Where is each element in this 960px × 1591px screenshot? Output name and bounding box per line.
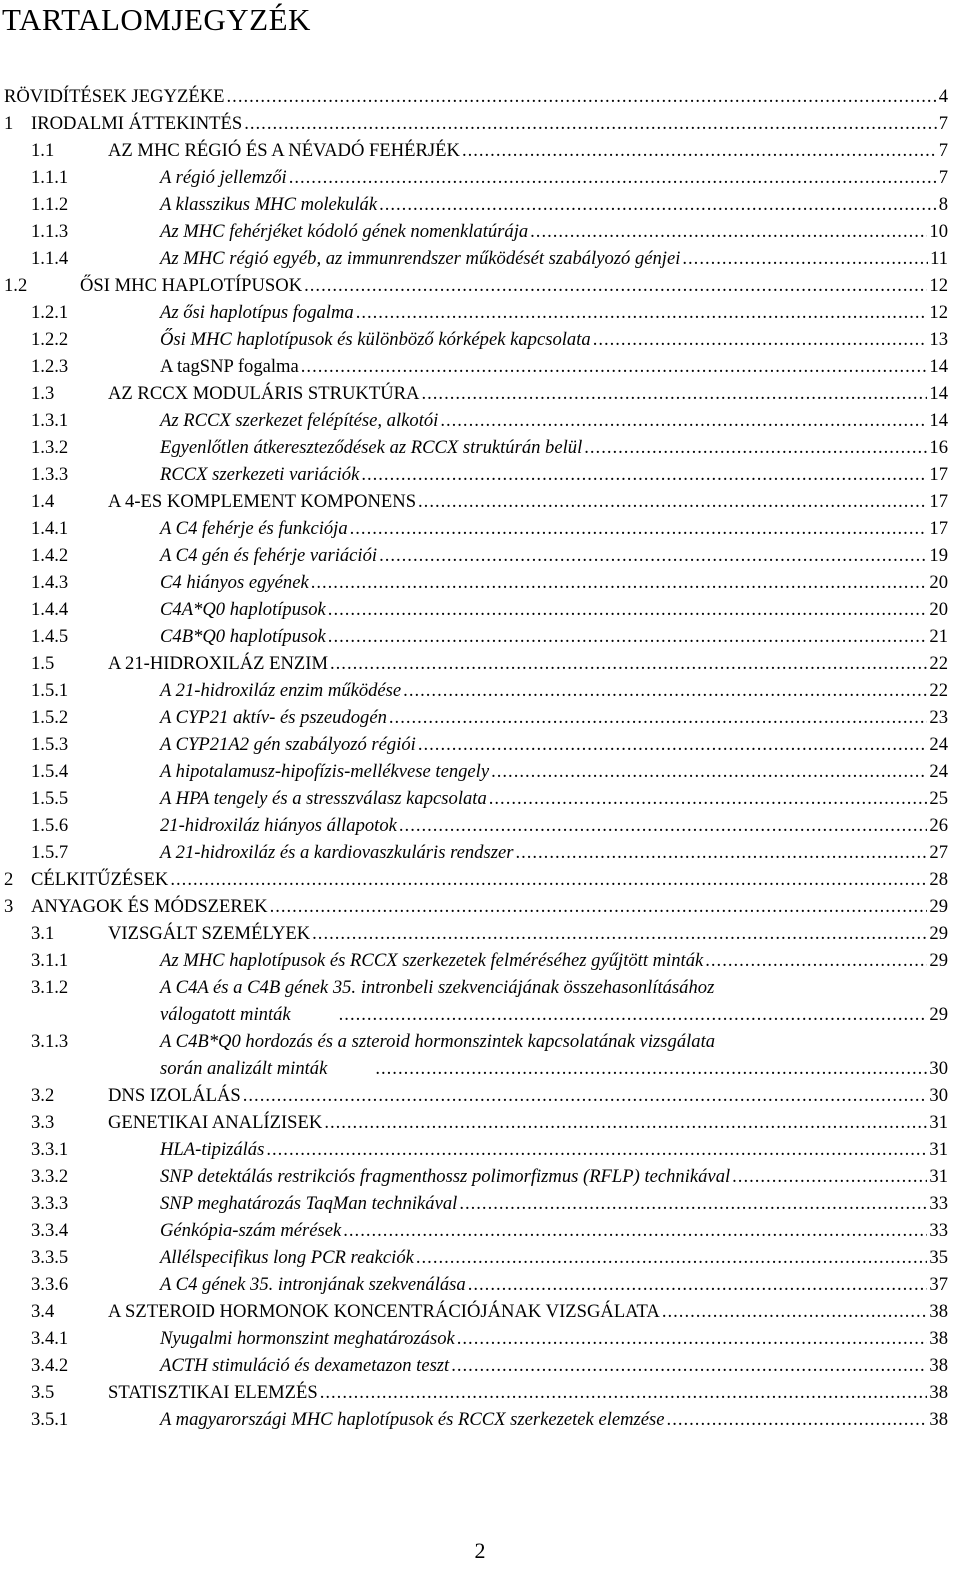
dot-leader	[418, 731, 928, 758]
toc-entry-title: A hipotalamusz-hipofízis-mellékvese tengely	[160, 761, 490, 782]
dot-leader	[270, 893, 928, 920]
toc-entry-title: Ősi MHC haplotípusok és különböző kórképek kapcsolata	[160, 329, 591, 350]
toc-entry-number: 1.3.2	[31, 437, 69, 458]
dot-leader	[170, 866, 927, 893]
dot-leader	[361, 461, 927, 488]
toc-entry-page: 13	[929, 329, 948, 350]
toc-entry-title: A CYP21A2 gén szabályozó régiói	[160, 734, 416, 755]
toc-entry[interactable]	[0, 461, 948, 488]
toc-entry[interactable]	[0, 785, 948, 812]
toc-entry-title: RÖVIDÍTÉSEK JEGYZÉKE	[4, 86, 225, 107]
toc-entry-page: 31	[929, 1139, 948, 1160]
toc-entry-page: 25	[929, 788, 948, 809]
dot-leader	[418, 488, 927, 515]
toc-entry-page: 14	[929, 356, 948, 377]
toc-entry-number: 3.5	[31, 1382, 55, 1403]
toc-entry-page: 24	[929, 761, 948, 782]
toc-entry-title: A HPA tengely és a stresszválasz kapcsolata	[160, 788, 487, 809]
dot-leader	[320, 1379, 928, 1406]
dot-leader	[705, 947, 927, 974]
dot-leader	[489, 785, 928, 812]
toc-entry-title: C4B*Q0 haplotípusok	[160, 626, 326, 647]
toc-entry-number: 3.2	[31, 1085, 55, 1106]
toc-entry-page: 24	[929, 734, 948, 755]
toc-entry-page: 22	[929, 653, 948, 674]
toc-entry-page: 27	[929, 842, 948, 863]
toc-entry[interactable]	[0, 83, 948, 110]
dot-leader	[682, 245, 928, 272]
toc-entry-number: 1.5.6	[31, 815, 69, 836]
toc-entry[interactable]	[0, 677, 948, 704]
toc-entry-title: A C4A és a C4B gének 35. intronbeli szekvenciájának összehasonlításához	[160, 977, 715, 998]
toc-entry-page: 20	[929, 599, 948, 620]
toc-entry-number: 3.1.2	[31, 977, 69, 998]
toc-entry-number: 3.3.3	[31, 1193, 69, 1214]
toc-entry[interactable]	[0, 191, 948, 218]
dot-leader	[343, 1217, 927, 1244]
toc-entry-number: 1.1.4	[31, 248, 69, 269]
toc-entry-number: 3.1.1	[31, 950, 69, 971]
toc-entry-title: A 21-hidroxiláz és a kardiovaszkuláris rendszer	[160, 842, 514, 863]
toc-entry-page: 19	[929, 545, 948, 566]
toc-entry[interactable]	[0, 866, 948, 893]
toc-entry-number: 1.2.2	[31, 329, 69, 350]
toc-entry-title: Az MHC fehérjéket kódoló gének nomenklatúrája	[160, 221, 529, 242]
toc-entry[interactable]	[0, 1406, 948, 1433]
dot-leader	[667, 1406, 928, 1433]
toc-entry-number: 1.1.3	[31, 221, 69, 242]
toc-entry-page: 33	[929, 1193, 948, 1214]
dot-leader	[266, 1136, 927, 1163]
toc-entry-page: 38	[929, 1355, 948, 1376]
toc-entry-title: A 21-hidroxiláz enzim működése	[160, 680, 402, 701]
toc-entry-number: 3.3.4	[31, 1220, 69, 1241]
toc-entry-number: 3.3.1	[31, 1139, 69, 1160]
toc-entry[interactable]	[0, 731, 948, 758]
toc-entry-title: A C4B*Q0 hordozás és a szteroid hormonszintek kapcsolatának vizsgálata	[160, 1031, 716, 1052]
toc-entry-page: 14	[929, 410, 948, 431]
toc-entry[interactable]	[0, 1325, 948, 1352]
toc-entry-page: 38	[929, 1328, 948, 1349]
toc-entry-number: 1.3.1	[31, 410, 69, 431]
dot-leader	[227, 83, 937, 110]
toc-entry[interactable]	[0, 758, 948, 785]
toc-entry-title: Az RCCX szerkezet felépítése, alkotói	[160, 410, 439, 431]
dot-leader	[530, 218, 927, 245]
dot-leader	[301, 353, 928, 380]
dot-leader	[732, 1163, 927, 1190]
toc-entry-title: Nyugalmi hormonszint meghatározások	[160, 1328, 455, 1349]
toc-entry-title: AZ RCCX MODULÁRIS STRUKTÚRA	[108, 383, 420, 404]
dot-leader	[304, 272, 927, 299]
toc-entry-number: 1.5.7	[31, 842, 69, 863]
dot-leader	[389, 704, 928, 731]
dot-leader	[356, 299, 928, 326]
toc-entry-title: DNS IZOLÁLÁS	[108, 1085, 241, 1106]
toc-entry-page: 30	[929, 1085, 948, 1106]
toc-entry-number: 2	[4, 869, 14, 890]
toc-entry-number: 3.4.1	[31, 1328, 69, 1349]
dot-leader	[421, 380, 927, 407]
toc-entry-number: 3.3.2	[31, 1166, 69, 1187]
toc-entry-title: STATISZTIKAI ELEMZÉS	[108, 1382, 318, 1403]
toc-entry-page: 30	[929, 1058, 948, 1079]
toc-entry-number: 3.3.6	[31, 1274, 69, 1295]
toc-entry-number: 1.5.2	[31, 707, 69, 728]
toc-entry[interactable]	[0, 920, 948, 947]
toc-entry-page: 17	[929, 518, 948, 539]
toc-entry[interactable]	[0, 812, 948, 839]
toc-entry[interactable]	[0, 839, 948, 866]
toc-entry[interactable]	[0, 110, 948, 137]
toc-entry-page: 28	[929, 869, 948, 890]
toc-entry-title: ANYAGOK ÉS MÓDSZEREK	[31, 896, 268, 917]
dot-leader	[330, 650, 927, 677]
toc-entry-page: 11	[930, 248, 948, 269]
toc-entry[interactable]	[0, 623, 948, 650]
toc-entry-number: 3.5.1	[31, 1409, 69, 1430]
dot-leader	[339, 1001, 928, 1028]
toc-entry-page: 16	[929, 437, 948, 458]
toc-entry-page: 7	[938, 167, 948, 188]
page-number: 2	[474, 1538, 486, 1563]
dot-leader	[324, 1109, 927, 1136]
toc-entry[interactable]	[0, 353, 948, 380]
toc-entry-title: HLA-tipizálás	[160, 1139, 265, 1160]
dot-leader	[468, 1271, 928, 1298]
toc-entry-page: 17	[929, 464, 948, 485]
toc-entry[interactable]	[0, 218, 948, 245]
dot-leader	[350, 515, 928, 542]
toc-entry-title: C4 hiányos egyének	[160, 572, 309, 593]
toc-entry[interactable]	[0, 1028, 948, 1082]
dot-leader	[379, 191, 937, 218]
toc-entry-title: A C4 gének 35. intronjának szekvenálása	[160, 1274, 466, 1295]
toc-entry-page: 29	[929, 896, 948, 917]
toc-entry-number: 1.4.1	[31, 518, 69, 539]
toc-entry-title: A magyarországi MHC haplotípusok és RCCX szerkezetek elemzése	[160, 1409, 665, 1430]
toc-entry-title: GENETIKAI ANALÍZISEK	[108, 1112, 323, 1133]
toc-entry-number: 3.4.2	[31, 1355, 69, 1376]
toc-entry-page: 4	[938, 86, 948, 107]
toc-entry-page: 14	[929, 383, 948, 404]
toc-entry-number: 3.1	[31, 923, 55, 944]
dot-leader	[379, 542, 927, 569]
toc-entry-page: 33	[929, 1220, 948, 1241]
toc-entry[interactable]	[0, 515, 948, 542]
toc-entry-title: CÉLKITŰZÉSEK	[31, 869, 169, 890]
toc-entry-page: 10	[929, 221, 948, 242]
toc-entry[interactable]	[0, 704, 948, 731]
toc-entry-title: VIZSGÁLT SZEMÉLYEK	[108, 923, 311, 944]
toc-entry[interactable]	[0, 407, 948, 434]
toc-entry-page: 7	[938, 113, 948, 134]
dot-leader	[515, 839, 927, 866]
toc-entry[interactable]	[0, 974, 948, 1028]
toc-entry-page: 20	[929, 572, 948, 593]
toc-entry-number: 1.5.1	[31, 680, 69, 701]
toc-entry-number: 3	[4, 896, 14, 917]
toc-entry[interactable]	[0, 1082, 948, 1109]
toc-entry-number: 1.5.4	[31, 761, 69, 782]
toc-entry-page: 29	[929, 1004, 948, 1025]
toc-entry-number: 1.5.3	[31, 734, 69, 755]
toc-entry-title: SNP meghatározás TaqMan technikával	[160, 1193, 458, 1214]
toc-entry-title: ACTH stimuláció és dexametazon teszt	[160, 1355, 450, 1376]
toc-entry[interactable]	[0, 1163, 948, 1190]
toc-entry-number: 1.1	[31, 140, 55, 161]
toc-entry-page: 29	[929, 923, 948, 944]
dot-leader	[451, 1352, 927, 1379]
dot-leader	[584, 434, 927, 461]
toc-entry-number: 1.2	[4, 275, 28, 296]
toc-entry-title: SNP detektálás restrikciós fragmenthossz polimorfizmus (RFLP) technikával	[160, 1166, 731, 1187]
toc-entry-page: 38	[929, 1382, 948, 1403]
dot-leader	[462, 137, 937, 164]
dot-leader	[328, 623, 928, 650]
toc-entry-title: válogatott minták	[160, 1004, 291, 1025]
dot-leader	[593, 326, 928, 353]
toc-entry-page: 12	[929, 302, 948, 323]
toc-entry-page: 8	[938, 194, 948, 215]
dot-leader	[491, 758, 927, 785]
toc-entry[interactable]	[0, 326, 948, 353]
dot-leader	[243, 1082, 928, 1109]
toc-entry[interactable]	[0, 1136, 948, 1163]
toc-entry[interactable]	[0, 596, 948, 623]
dot-leader	[375, 1055, 927, 1082]
toc-entry-title: A C4 fehérje és funkciója	[160, 518, 348, 539]
toc-entry[interactable]	[0, 1109, 948, 1136]
toc-entry-title: ŐSI MHC HAPLOTÍPUSOK	[80, 275, 303, 296]
toc-entry-page: 17	[929, 491, 948, 512]
toc-entry-title: Az MHC haplotípusok és RCCX szerkezetek felméréséhez gyűjtött minták	[160, 950, 704, 971]
toc-entry[interactable]	[0, 1379, 948, 1406]
toc-entry-number: 1.3.3	[31, 464, 69, 485]
dot-leader	[328, 596, 928, 623]
toc-entry-page: 29	[929, 950, 948, 971]
toc-entry-title: A C4 gén és fehérje variációi	[160, 545, 378, 566]
toc-entry-title: A 4-ES KOMPLEMENT KOMPONENS	[108, 491, 417, 512]
toc-entry-page: 31	[929, 1166, 948, 1187]
toc-entry-title: A 21-HIDROXILÁZ ENZIM	[108, 653, 328, 674]
toc-entry-number: 1	[4, 113, 14, 134]
toc-entry[interactable]	[0, 272, 948, 299]
toc-entry-number: 1.1.1	[31, 167, 69, 188]
toc-entry[interactable]	[0, 947, 948, 974]
toc-entry[interactable]	[0, 164, 948, 191]
toc-entry-number: 1.4	[31, 491, 55, 512]
toc-entry-number: 1.3	[31, 383, 55, 404]
toc-entry-page: 21	[929, 626, 948, 647]
toc-entry[interactable]	[0, 434, 948, 461]
toc-entry[interactable]	[0, 650, 948, 677]
toc-entry-title: Az ősi haplotípus fogalma	[160, 302, 354, 323]
toc-entry-number: 1.4.5	[31, 626, 69, 647]
toc-entry[interactable]	[0, 542, 948, 569]
toc-entry[interactable]	[0, 569, 948, 596]
toc-entry[interactable]	[0, 893, 948, 920]
toc-entry-number: 1.4.2	[31, 545, 69, 566]
toc-entry-page: 38	[929, 1301, 948, 1322]
toc-entry-page: 31	[929, 1112, 948, 1133]
toc-entry-page: 38	[929, 1409, 948, 1430]
dot-leader	[440, 407, 927, 434]
toc-entry-page: 7	[938, 140, 948, 161]
toc-entry-title: Génkópia-szám mérések	[160, 1220, 342, 1241]
toc-entry-number: 3.1.3	[31, 1031, 69, 1052]
toc-entry-page: 37	[929, 1274, 948, 1295]
toc-entry-page: 35	[929, 1247, 948, 1268]
dot-leader	[459, 1190, 927, 1217]
dot-leader	[312, 920, 927, 947]
table-of-contents	[0, 83, 948, 1433]
dot-leader	[399, 812, 928, 839]
toc-entry[interactable]	[0, 488, 948, 515]
toc-entry-title: AZ MHC RÉGIÓ ÉS A NÉVADÓ FEHÉRJÉK	[108, 140, 460, 161]
toc-entry[interactable]	[0, 1244, 948, 1271]
dot-leader	[662, 1298, 928, 1325]
toc-entry-title: A régió jellemzői	[160, 167, 287, 188]
dot-leader	[457, 1325, 928, 1352]
toc-entry-page: 22	[929, 680, 948, 701]
toc-entry[interactable]	[0, 1271, 948, 1298]
toc-entry-page: 12	[929, 275, 948, 296]
dot-leader	[289, 164, 937, 191]
toc-entry-title: Egyenlőtlen átkereszteződések az RCCX struktúrán belül	[160, 437, 583, 458]
toc-entry-title: RCCX szerkezeti variációk	[160, 464, 360, 485]
toc-entry-title: A CYP21 aktív- és pszeudogén	[160, 707, 387, 728]
toc-entry[interactable]	[0, 380, 948, 407]
dot-leader	[403, 677, 927, 704]
toc-entry-number: 3.3	[31, 1112, 55, 1133]
dot-leader	[244, 110, 936, 137]
toc-entry[interactable]	[0, 1217, 948, 1244]
toc-entry-title: során analizált minták	[160, 1058, 328, 1079]
toc-entry[interactable]	[0, 1352, 948, 1379]
toc-entry-number: 1.5	[31, 653, 55, 674]
dot-leader	[416, 1244, 928, 1271]
toc-entry[interactable]	[0, 245, 948, 272]
page-title: TARTALOMJEGYZÉK	[2, 2, 311, 37]
toc-entry[interactable]	[0, 1298, 948, 1325]
toc-entry-page: 26	[929, 815, 948, 836]
toc-entry-number: 1.1.2	[31, 194, 69, 215]
toc-entry-title: Az MHC régió egyéb, az immunrendszer működését szabályozó génjei	[160, 248, 681, 269]
toc-entry-title: A SZTEROID HORMONOK KONCENTRÁCIÓJÁNAK VIZSGÁLATA	[108, 1301, 660, 1322]
toc-entry-number: 3.3.5	[31, 1247, 69, 1268]
toc-entry[interactable]	[0, 137, 948, 164]
toc-entry-number: 1.2.3	[31, 356, 69, 377]
toc-entry[interactable]	[0, 1190, 948, 1217]
toc-entry-title: A klasszikus MHC molekulák	[160, 194, 378, 215]
toc-entry-number: 1.2.1	[31, 302, 69, 323]
toc-entry-title: 21-hidroxiláz hiányos állapotok	[160, 815, 397, 836]
toc-entry-number: 1.4.4	[31, 599, 69, 620]
toc-entry-number: 1.5.5	[31, 788, 69, 809]
dot-leader	[311, 569, 928, 596]
toc-entry-page: 23	[929, 707, 948, 728]
toc-entry-number: 1.4.3	[31, 572, 69, 593]
toc-entry[interactable]	[0, 299, 948, 326]
toc-entry-title: A tagSNP fogalma	[160, 356, 299, 377]
toc-entry-number: 3.4	[31, 1301, 55, 1322]
toc-entry-title: Allélspecifikus long PCR reakciók	[160, 1247, 414, 1268]
toc-entry-title: C4A*Q0 haplotípusok	[160, 599, 326, 620]
toc-entry-title: IRODALMI ÁTTEKINTÉS	[31, 113, 243, 134]
